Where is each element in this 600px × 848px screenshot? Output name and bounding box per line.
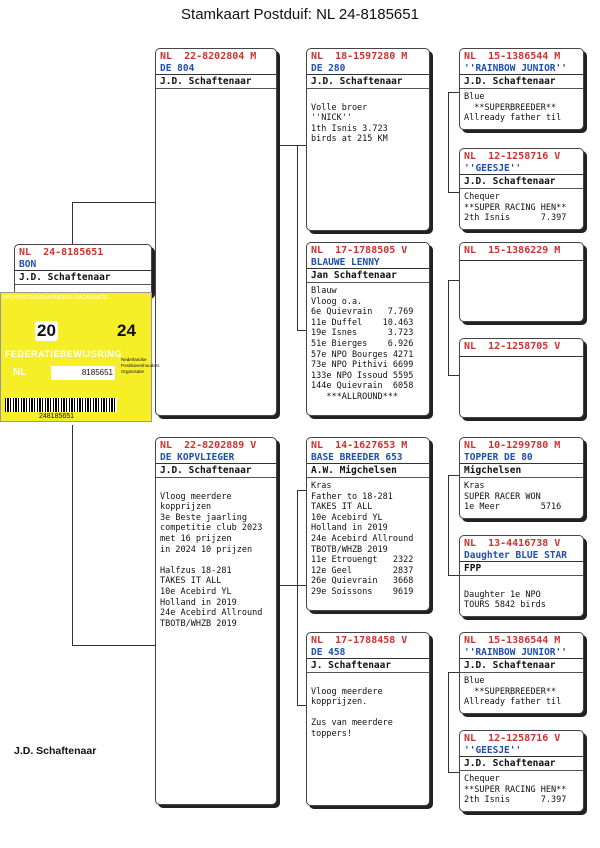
pigeon-name: TOPPER DE 80 bbox=[460, 452, 583, 464]
connector-line bbox=[297, 330, 306, 331]
owner-name: J. Schaftenaar bbox=[307, 659, 429, 673]
pigeon-name: ''GEESJE'' bbox=[460, 745, 583, 757]
note-line bbox=[311, 92, 425, 103]
ring-number: NL 15-1386544 M bbox=[464, 635, 561, 646]
pigeon-name: ''RAINBOW JUNIOR'' bbox=[460, 63, 583, 75]
ring-card-sticker bbox=[0, 292, 160, 422]
card-sire bbox=[155, 48, 277, 416]
connector-line bbox=[297, 145, 298, 330]
note-line: 24e Acebird Allround bbox=[311, 533, 414, 544]
note-line: 2th Isnis 7.397 bbox=[464, 213, 567, 224]
npo-logo bbox=[121, 357, 160, 375]
pigeon-notes bbox=[307, 673, 429, 740]
note-line: in 2024 10 prijzen bbox=[160, 544, 253, 555]
owner-name: Jan Schaftenaar bbox=[307, 269, 429, 283]
note-line: 144e Quievrain 6058 bbox=[311, 381, 414, 392]
pigeon-name: DE KOPVLIEGER bbox=[156, 452, 276, 464]
note-line: 24e Acebird Allround bbox=[160, 608, 263, 619]
card-dam-sire-dam bbox=[459, 535, 584, 617]
note-line: Daughter 1e NPO bbox=[464, 589, 541, 600]
pigeon-notes bbox=[156, 478, 276, 629]
card-sire-sire bbox=[306, 48, 430, 231]
note-line bbox=[160, 555, 272, 566]
note-line: Zus van meerdere bbox=[311, 718, 393, 729]
sticker-band-text: FEDERATIEBEWIJSRING bbox=[5, 349, 122, 359]
sticker-header: NPO POSTDUIVENHOUDERS ORGANISATIE bbox=[3, 295, 108, 301]
note-line: ***ALLROUND*** bbox=[311, 391, 398, 402]
note-line: TBOTB/WHZB 2019 bbox=[311, 544, 388, 555]
note-line: Allready father til bbox=[464, 697, 562, 708]
owner-name: J.D. Schaftenaar bbox=[15, 271, 151, 285]
card-dam-sire-sire bbox=[459, 437, 584, 519]
pigeon-name bbox=[460, 353, 583, 357]
breeder-name: J.D. Schaftenaar bbox=[14, 745, 97, 757]
pigeon-notes bbox=[460, 189, 583, 224]
ring-number: NL 10-1299780 M bbox=[464, 440, 561, 451]
note-line: Volle broer bbox=[311, 102, 368, 113]
pigeon-notes bbox=[460, 771, 583, 806]
note-line: ''NICK'' bbox=[311, 113, 352, 124]
card-sire-dam bbox=[306, 242, 430, 416]
note-line: 6e Quievrain 7.769 bbox=[311, 307, 414, 318]
owner-name: FPP bbox=[460, 562, 583, 576]
note-line: birds at 215 KM bbox=[311, 134, 388, 145]
connector-line bbox=[278, 145, 306, 146]
ring-number: NL 24-8185651 bbox=[19, 247, 104, 258]
ring-number: NL 22-8202889 V bbox=[160, 440, 257, 451]
connector-line bbox=[72, 202, 155, 203]
connector-line bbox=[448, 92, 449, 192]
connector-line bbox=[448, 280, 449, 375]
logo-line: Organisatie bbox=[121, 369, 145, 374]
owner-name: J.D. Schaftenaar bbox=[156, 75, 276, 89]
ring-number: NL 15-1386544 M bbox=[464, 51, 561, 62]
pigeon-notes bbox=[307, 89, 429, 145]
connector-line bbox=[297, 490, 298, 705]
note-line bbox=[160, 481, 272, 492]
note-line: Holland in 2019 bbox=[160, 597, 237, 608]
pigeon-name: DE 280 bbox=[307, 63, 429, 75]
card-sire-dam-sire bbox=[459, 242, 584, 322]
note-line: 1e Meer 5716 bbox=[464, 502, 562, 513]
note-line: 19e Isnes 3.723 bbox=[311, 328, 414, 339]
note-line: 51e Bierges 6.926 bbox=[311, 338, 414, 349]
owner-name: J.D. Schaftenaar bbox=[460, 659, 583, 673]
pigeon-notes bbox=[307, 478, 429, 598]
owner-name: J.D. Schaftenaar bbox=[307, 75, 429, 89]
note-line: 2th Isnis 7.397 bbox=[464, 795, 567, 806]
note-line: 3e Beste jaarling bbox=[160, 512, 247, 523]
ring-number: NL 18-1597280 M bbox=[311, 51, 408, 62]
ring-number: NL 13-4416738 V bbox=[464, 538, 561, 549]
note-line: Blue bbox=[464, 92, 485, 102]
connector-line bbox=[448, 375, 459, 376]
note-line bbox=[464, 579, 579, 590]
note-line: met 16 prijzen bbox=[160, 533, 232, 544]
note-line bbox=[311, 708, 425, 719]
owner-name: J.D. Schaftenaar bbox=[156, 464, 276, 478]
note-line: TAKES IT ALL bbox=[311, 502, 373, 513]
note-line: 10e Acebird YL bbox=[160, 586, 232, 597]
pigeon-name: BON bbox=[15, 259, 151, 271]
pigeon-name: DE 458 bbox=[307, 647, 429, 659]
ring-number: NL 17-1788505 V bbox=[311, 245, 408, 256]
note-line: 26e Quievrain 3668 bbox=[311, 576, 414, 587]
note-line: **SUPERBREEDER** bbox=[464, 102, 557, 113]
connector-line bbox=[448, 575, 459, 576]
connector-line bbox=[297, 490, 306, 491]
connector-line bbox=[448, 772, 459, 773]
owner-name: A.W. Migchelsen bbox=[307, 464, 429, 478]
pigeon-name: Daughter BLUE STAR bbox=[460, 550, 583, 562]
connector-line bbox=[448, 92, 459, 93]
note-line: Father to 18-281 bbox=[311, 491, 393, 502]
note-line: Chequer bbox=[464, 192, 500, 202]
ring-number: NL 14-1627653 M bbox=[311, 440, 408, 451]
note-line: 29e Soissons 9619 bbox=[311, 586, 414, 597]
connector-line bbox=[448, 672, 449, 772]
note-line: Blauw bbox=[311, 286, 337, 296]
connector-line bbox=[72, 425, 73, 645]
note-line: TOURS 5842 birds bbox=[464, 600, 546, 611]
pigeon-name: BASE BREEDER 653 bbox=[307, 452, 429, 464]
note-line: SUPER RACER WON bbox=[464, 491, 541, 502]
connector-line bbox=[72, 645, 155, 646]
ring-number: NL 12-1258716 V bbox=[464, 151, 561, 162]
note-line: **SUPER RACING HEN** bbox=[464, 202, 567, 213]
pigeon-name: BLAUWE LENNY bbox=[307, 257, 429, 269]
note-line: 1th Isnis 3.723 bbox=[311, 123, 388, 134]
card-sire-sire-sire bbox=[459, 48, 584, 130]
note-line: 11e Etrouengt 2322 bbox=[311, 555, 414, 566]
note-line: Kras bbox=[464, 481, 485, 491]
pigeon-notes bbox=[307, 283, 429, 403]
card-dam-dam-dam bbox=[459, 730, 584, 812]
note-line: **SUPER RACING HEN** bbox=[464, 784, 567, 795]
card-dam bbox=[155, 437, 277, 805]
connector-line bbox=[278, 585, 306, 586]
pigeon-name: ''GEESJE'' bbox=[460, 163, 583, 175]
note-line: Blue bbox=[464, 676, 485, 686]
note-line: TAKES IT ALL bbox=[160, 576, 222, 587]
note-line: **SUPERBREEDER** bbox=[464, 686, 557, 697]
barcode-number: 248185651 bbox=[39, 413, 75, 420]
connector-line bbox=[448, 475, 449, 575]
page-title: Stamkaart Postduif: NL 24-8185651 bbox=[181, 6, 419, 23]
note-line: Chequer bbox=[464, 774, 500, 784]
note-line bbox=[311, 676, 425, 687]
note-line: 57e NPO Bourges 4271 bbox=[311, 349, 414, 360]
logo-line: Nederlandse bbox=[121, 357, 147, 362]
note-line: 73e NPO Pithivi 6699 bbox=[311, 360, 414, 371]
card-dam-dam-sire bbox=[459, 632, 584, 714]
card-dam-dam bbox=[306, 632, 430, 806]
connector-line bbox=[72, 202, 73, 244]
owner-name: J.D. Schaftenaar bbox=[460, 175, 583, 189]
ring-number: NL 15-1386229 M bbox=[464, 245, 561, 256]
note-line: 10e Acebird YL bbox=[311, 512, 383, 523]
pigeon-notes bbox=[460, 478, 583, 513]
pigeon-name: DE 804 bbox=[156, 63, 276, 75]
note-line: Holland in 2019 bbox=[311, 523, 388, 534]
note-line: Kras bbox=[311, 481, 332, 491]
note-line: kopprijzen. bbox=[311, 697, 368, 708]
note-line: 12e Geel 2837 bbox=[311, 565, 414, 576]
card-sire-dam-dam bbox=[459, 338, 584, 418]
sticker-year-left: 20 bbox=[37, 321, 56, 340]
ring-number: NL 12-1258705 V bbox=[464, 341, 561, 352]
card-dam-sire bbox=[306, 437, 430, 611]
barcode bbox=[5, 398, 117, 412]
card-subject bbox=[14, 244, 152, 296]
owner-name: J.D. Schaftenaar bbox=[460, 757, 583, 771]
note-line: toppers! bbox=[311, 728, 352, 739]
logo-line: Postduivenhouders bbox=[121, 363, 160, 368]
note-line: TBOTB/WHZB 2019 bbox=[160, 618, 237, 629]
ring-number: NL 22-8202804 M bbox=[160, 51, 257, 62]
pigeon-notes bbox=[460, 673, 583, 708]
connector-line bbox=[448, 192, 459, 193]
connector-line bbox=[297, 705, 306, 706]
note-line: kopprijzen bbox=[160, 502, 212, 513]
note-line: competitie club 2023 bbox=[160, 523, 263, 534]
ring-number: NL 17-1788458 V bbox=[311, 635, 408, 646]
note-line: Allready father til bbox=[464, 113, 562, 124]
pigeon-notes bbox=[460, 89, 583, 124]
ring-number: NL 12-1258716 V bbox=[464, 733, 561, 744]
note-line: 133e NPO Issoud 5595 bbox=[311, 370, 414, 381]
owner-name: Migchelsen bbox=[460, 464, 583, 478]
note-line: Vloog meerdere bbox=[311, 686, 383, 697]
pigeon-notes bbox=[460, 576, 583, 611]
owner-name: J.D. Schaftenaar bbox=[460, 75, 583, 89]
sticker-ring-number: 8185651 bbox=[51, 366, 115, 380]
note-line: Halfzus 18-281 bbox=[160, 565, 232, 576]
pigeon-name bbox=[460, 257, 583, 261]
connector-line bbox=[448, 280, 459, 281]
connector-line bbox=[448, 672, 459, 673]
card-sire-sire-dam bbox=[459, 148, 584, 230]
note-line: Vloog meerdere bbox=[160, 491, 232, 502]
connector-line bbox=[448, 475, 459, 476]
sticker-country: NL bbox=[13, 367, 27, 378]
pigeon-name: ''RAINBOW JUNIOR'' bbox=[460, 647, 583, 659]
sticker-year-right: 24 bbox=[117, 321, 136, 340]
note-line: Vloog o.a. bbox=[311, 296, 363, 307]
note-line: 11e Duffel 10.463 bbox=[311, 317, 414, 328]
